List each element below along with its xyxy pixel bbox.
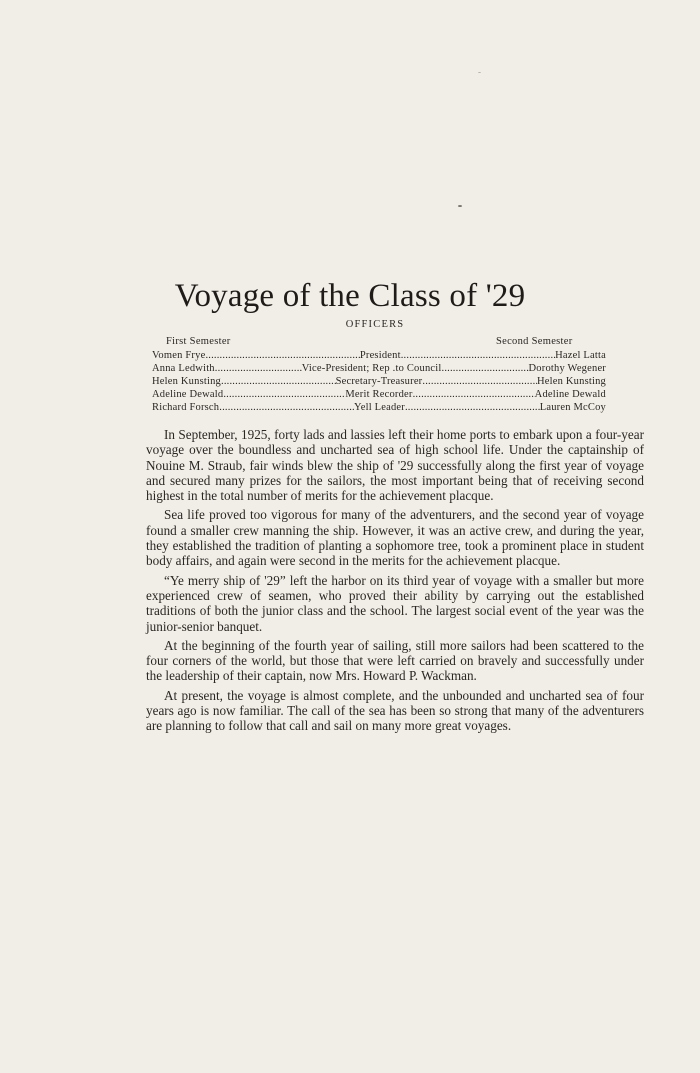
office-title: Secretary-Treasurer <box>335 376 423 387</box>
leader-dots <box>413 388 535 401</box>
paragraph: At the beginning of the fourth year of sailing, still more sailors had been scattered to the four corners of the world, but those that were left carried on bravely and successfully under the leadership of their captain, now Mrs. Howard P. Wackman. <box>146 637 644 684</box>
body-text <box>146 427 644 738</box>
officers-heading: OFFICERS <box>345 319 405 330</box>
paragraph: In September, 1925, forty lads and lassies left their home ports to embark upon a four-year voyage over the boundless and uncharted sea of high school life. Under the captainship of Nouine M. Straub, fair winds blew the ship of '29 successfully along the first year of voyage and secured many prizes for the sailors, the most important being that of receiving second highest in the total number of merits for the achievement placque. <box>146 427 644 504</box>
officer-row <box>152 388 606 401</box>
first-semester-officer: Anna Ledwith <box>152 363 215 374</box>
leader-dots <box>401 349 555 362</box>
officer-row <box>152 375 606 388</box>
first-semester-officer: Vomen Frye <box>152 350 206 361</box>
paragraph: Sea life proved too vigorous for many of the adventurers, and the second year of voyage found a smaller crew manning the ship. However, it was an active crew, and during the year, they established the tradition of planting a sophomore tree, took a prominent place in student body affairs, and again were second in the merits for the achievement placque. <box>146 507 644 569</box>
office-title: Vice-President; Rep .to Council <box>301 363 442 374</box>
paper-speck <box>478 72 481 73</box>
paragraph: “Ye merry ship of '29” left the harbor on its third year of voyage with a smaller but more experienced crew of seamen, who proved their ability by carrying out the established traditions of both the junior class and the school. The largest social event of the year was the junior-senior banquet. <box>146 572 644 634</box>
first-semester-label: First Semester <box>166 336 231 347</box>
leader-dots <box>205 349 359 362</box>
second-semester-officer: Hazel Latta <box>555 350 606 361</box>
officer-row <box>152 362 606 375</box>
second-semester-officer: Lauren McCoy <box>539 402 606 413</box>
leader-dots <box>215 362 302 375</box>
office-title: President <box>359 350 401 361</box>
leader-dots <box>422 375 537 388</box>
leader-dots <box>405 401 540 414</box>
first-semester-officer: Helen Kunsting <box>152 376 221 387</box>
officer-row <box>152 349 606 362</box>
first-semester-officer: Adeline Dewald <box>152 389 224 400</box>
office-title: Yell Leader <box>353 402 405 413</box>
page-title: Voyage of the Class of '29 <box>174 278 526 314</box>
leader-dots <box>223 388 345 401</box>
leader-dots <box>221 375 336 388</box>
second-semester-label: Second Semester <box>496 336 573 347</box>
second-semester-officer: Adeline Dewald <box>534 389 606 400</box>
first-semester-officer: Richard Forsch <box>152 402 220 413</box>
officer-row <box>152 401 606 414</box>
leader-dots <box>442 362 529 375</box>
second-semester-officer: Dorothy Wegener <box>528 363 606 374</box>
paper-speck <box>458 205 462 207</box>
officers-list <box>152 349 606 414</box>
office-title: Merit Recorder <box>345 389 413 400</box>
second-semester-officer: Helen Kunsting <box>536 376 606 387</box>
leader-dots <box>219 401 354 414</box>
paragraph: At present, the voyage is almost complete, and the unbounded and uncharted sea of four years ago is now familiar. The call of the sea has been so strong that many of the adventurers are planning to follow that call and sail on many more great voyages. <box>146 687 644 734</box>
